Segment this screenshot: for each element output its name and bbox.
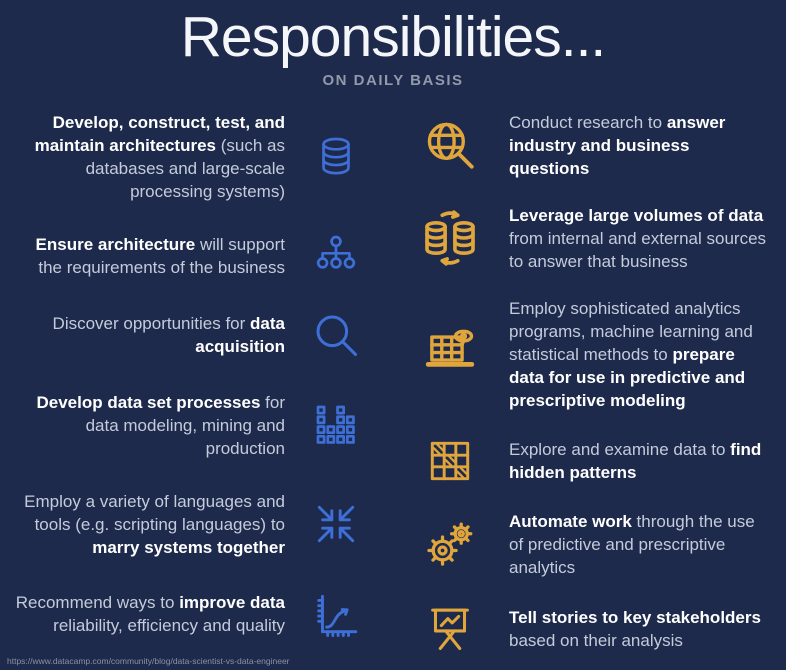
- search-icon: [307, 309, 365, 361]
- item-text: Leverage large volumes of data from internal and external sources to answer that business: [509, 205, 767, 271]
- left-column: [0, 111, 393, 670]
- responsibility-item: [393, 436, 786, 486]
- merge-arrows-icon: [307, 499, 365, 549]
- item-text: Develop, construct, test, and maintain architectures (such as databases and large-scale processing systems): [34, 112, 285, 201]
- responsibility-item: [393, 510, 786, 579]
- responsibility-item: [393, 297, 786, 412]
- responsibility-item: [0, 589, 393, 639]
- item-text: Discover opportunities for data acquisition: [52, 313, 285, 356]
- pattern-grid-icon: [417, 436, 483, 486]
- hierarchy-icon: [307, 233, 365, 279]
- database-icon: [307, 131, 365, 183]
- responsibility-item: [0, 233, 393, 279]
- responsibility-item: [393, 111, 786, 180]
- gears-icon: [417, 516, 483, 572]
- item-text: Employ sophisticated analytics programs, machine learning and statistical methods to prepare data for use in predictive and prescriptive modeling: [509, 298, 753, 410]
- item-text: Ensure architecture will support the requirements of the business: [35, 234, 285, 277]
- page-title: Responsibilities...: [180, 5, 606, 69]
- growth-chart-icon: [307, 589, 365, 639]
- page-subtitle: ON DAILY BASIS: [322, 71, 464, 89]
- responsibility-item: [0, 111, 393, 203]
- item-text: Develop data set processes for data modeling, mining and production: [36, 392, 285, 458]
- responsibility-item: [393, 204, 786, 273]
- source-url: https://www.datacamp.com/community/blog/data-scientist-vs-data-engineer: [7, 656, 290, 666]
- item-text: Automate work through the use of predictive and prescriptive analytics: [509, 511, 755, 577]
- laptop-analytics-icon: [417, 325, 483, 383]
- item-text: Recommend ways to improve data reliability, efficiency and quality: [15, 592, 285, 635]
- item-text: Conduct research to answer industry and business questions: [509, 112, 726, 178]
- responsibility-item: [0, 490, 393, 559]
- presentation-chart-icon: [417, 603, 483, 655]
- responsibility-item: [0, 391, 393, 460]
- responsibility-item: [393, 603, 786, 655]
- item-text: Explore and examine data to find hidden patterns: [509, 439, 762, 482]
- responsibility-item: [0, 309, 393, 361]
- globe-search-icon: [417, 116, 483, 174]
- data-exchange-icon: [417, 207, 483, 269]
- content: [0, 111, 786, 670]
- data-columns-icon: [307, 402, 365, 448]
- item-text: Employ a variety of languages and tools (e.g. scripting languages) to marry systems together: [24, 491, 285, 557]
- header: [0, 0, 786, 89]
- right-column: [393, 111, 786, 670]
- item-text: Tell stories to key stakeholders based on their analysis: [509, 607, 761, 650]
